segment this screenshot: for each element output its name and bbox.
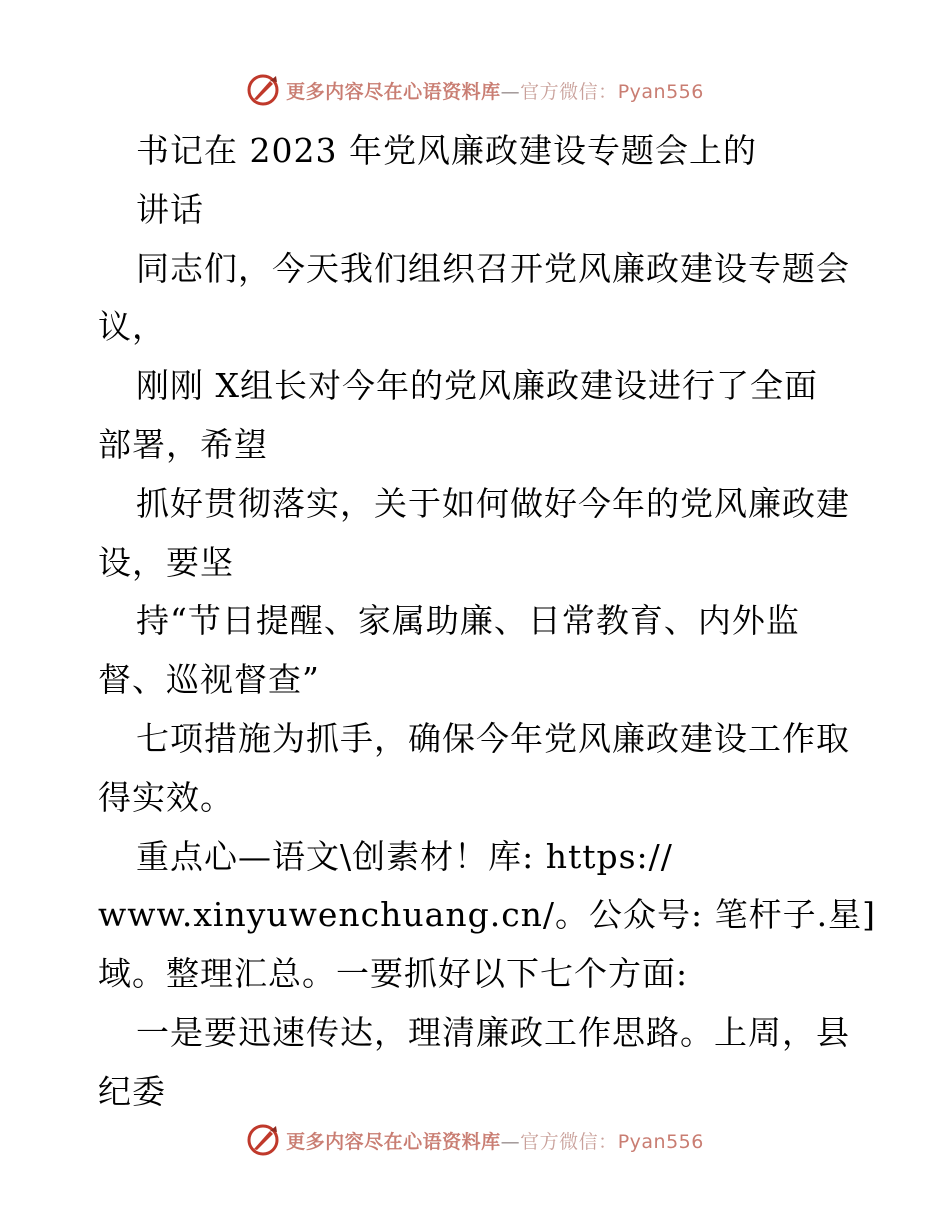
document-line: 书记在 2023 年党风廉政建设专题会上的: [136, 131, 757, 170]
document-line: 议，: [98, 307, 166, 347]
document-line: 一是要迅速传达，理清廉政工作思路。上周，县: [136, 1012, 850, 1052]
banner-brand: 更多内容尽在心语资料库: [286, 80, 501, 103]
header-watermark-banner: [0, 70, 950, 110]
footer-watermark-banner: [0, 1120, 950, 1160]
footer-banner-text: [286, 1127, 704, 1154]
quill-logo-icon: [246, 73, 280, 107]
document-line: 督、巡视督查”: [98, 660, 320, 700]
document-line: 讲话: [136, 189, 204, 229]
banner-code: Pyan556: [617, 80, 704, 103]
document-body: [98, 122, 877, 1122]
document-line: 刚刚 X组长对今年的党风廉政建设进行了全面: [136, 366, 818, 406]
banner-official: 官方微信：: [520, 1130, 618, 1153]
banner-separator: —: [500, 1130, 521, 1153]
document-line: 域。整理汇总。一要抓好以下七个方面:: [98, 954, 689, 994]
banner-code: Pyan556: [617, 1130, 704, 1153]
document-line: 持“节日提醒、家属助廉、日常教育、内外监: [136, 601, 800, 641]
document-line: 设，要坚: [98, 542, 234, 582]
quill-logo-icon: [246, 1123, 280, 1157]
banner-separator: —: [500, 80, 521, 103]
document-line: 同志们，今天我们组织召开党风廉政建设专题会: [136, 248, 850, 288]
document-line: 纪委: [98, 1071, 166, 1111]
document-line: 抓好贯彻落实，关于如何做好今年的党风廉政建: [136, 483, 850, 523]
document-line: 七项措施为抓手，确保今年党风廉政建设工作取: [136, 718, 850, 758]
banner-official: 官方微信：: [520, 80, 618, 103]
banner-brand: 更多内容尽在心语资料库: [286, 1130, 501, 1153]
document-line: 重点心—语文\创素材！库: https://: [136, 836, 673, 876]
header-banner-text: [286, 77, 704, 104]
document-line: 部署，希望: [98, 424, 268, 464]
document-line: www.xinyuwenchuang.cn/。公众号: 笔杆子.星]: [98, 895, 877, 935]
document-line: 得实效。: [98, 777, 234, 817]
